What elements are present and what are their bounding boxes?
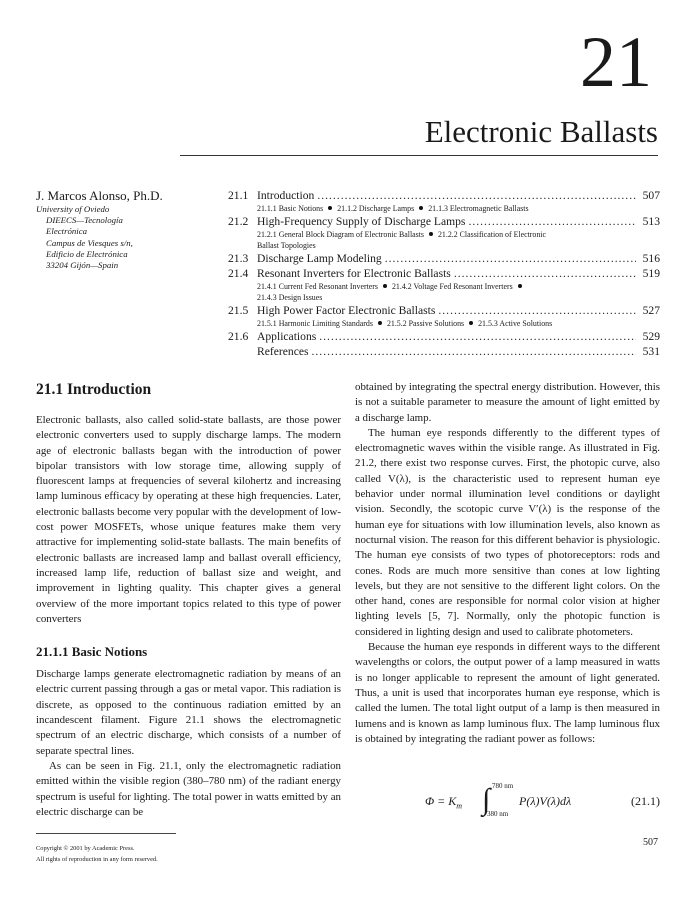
toc-subentries <box>228 203 660 214</box>
toc-subentry[interactable]: 21.4.2 Voltage Fed Resonant Inverters <box>391 282 513 291</box>
toc-leader-dots <box>316 329 636 344</box>
toc-leader-dots <box>465 214 636 229</box>
toc-subentries <box>228 229 660 240</box>
toc-entry-page: 516 <box>642 252 660 265</box>
equation-number: (21.1) <box>631 794 660 808</box>
toc-entry-page: 531 <box>642 345 660 358</box>
intro-paragraph: Electronic ballasts, also called solid-state ballasts, are those power electronic converters used to supply discharge lamps. The modern age of electronic ballasts began with the introduction of power bipolar transistors with low storage time, allowing supply of fluorescent lamps at frequencies of several kilohertz and increasing lamp luminous efficacy by operating at these high frequencies. Later, electronic ballasts become very popular with the development of low-cost power MOSFETs, whose unique features make them very attractive for implementing solid-state ballasts. The main benefits of electronic ballasts are increased lamp and ballast overall efficiency, increased lamp life, reduction of ballast size and weight, and improvement in lighting quality. This chapter gives a general overview of the more important topics related to this type of power converters <box>36 414 341 625</box>
toc-subentry[interactable]: 21.4.1 Current Fed Resonant Inverters <box>257 282 378 291</box>
toc-entry-number: 21.6 <box>228 330 249 343</box>
toc-entry-page: 513 <box>642 215 660 228</box>
toc-entry-number: 21.1 <box>228 189 249 202</box>
integral-lower-limit: 380 nm <box>487 810 509 818</box>
paragraph: The human eye responds differently to the different types of electromagnetic waves within the visible range. As illustrated in Fig. 21.2, there exist two response curves. First, the photopic curve, also called V(λ), is the characteristic used to represent human eye behavior under normal illumination level conditions or daylight vision. Secondly, the scotopic curve V′(λ) is the response of the human eye for situations with low illumination levels, also known as nocturnal vision. The reason for this different behavior is physiologic. The human eye consists of two types of photoreceptors: rods and cones. Rods are much more sensitive than cones at low lighting levels, but they are not sensitive to the different light colors. On the other hand, cones are responsible for normal color vision at higher lighting levels [5, 7]. Normally, only the photopic function is considered in lighting design and used to calibrate photometers. <box>355 426 660 638</box>
toc-leader-dots <box>314 188 636 203</box>
author-name: J. Marcos Alonso, Ph.D. <box>36 188 163 203</box>
title-rule <box>180 155 658 156</box>
toc-entry-number: 21.2 <box>228 215 249 228</box>
toc-entry-number: 21.5 <box>228 304 249 317</box>
toc-entry-page: 527 <box>642 304 660 317</box>
toc-leader-dots <box>309 344 637 359</box>
toc-leader-dots <box>382 251 636 266</box>
left-column <box>36 380 341 820</box>
toc-entry-page: 519 <box>642 267 660 280</box>
toc-entry[interactable] <box>228 266 660 281</box>
subsection-heading: 21.1.1 Basic Notions <box>36 644 148 660</box>
integral-upper-limit: 780 nm <box>492 782 514 790</box>
equation-21-1 <box>420 784 660 820</box>
toc-entry[interactable] <box>228 303 660 318</box>
page-number: 507 <box>643 837 658 848</box>
toc-subentry[interactable]: 21.1.3 Electromagnetic Ballasts <box>428 204 529 213</box>
toc-entry[interactable] <box>228 188 660 203</box>
toc-entry-title: Introduction <box>257 189 315 202</box>
affiliation-line: Electrónica <box>46 226 88 237</box>
affiliation-line: Campus de Viesques s/n, <box>46 237 133 248</box>
toc-subentry[interactable]: 21.1.2 Discharge Lamps <box>337 204 415 213</box>
toc-entry[interactable] <box>228 329 660 344</box>
toc-entry-title: Discharge Lamp Modeling <box>257 252 382 265</box>
toc-entry-page: 507 <box>642 189 660 202</box>
paragraph: Discharge lamps generate electromagnetic radiation by means of an electric current passing through a gas or metal vapor. This radiation is discrete, as opposed to the continuous radiation emitted by an incandescent filament. Figure 21.1 shows the electromagnetic spectrum of an electric discharge, which consists of a number of separate spectral lines. <box>36 668 341 757</box>
affiliation-line: 33204 Gijón—Spain <box>46 260 119 271</box>
chapter-number: 21 <box>580 22 652 102</box>
paragraph: obtained by integrating the spectral energy distribution. However, this is not a suitable parameter to measure the amount of light emitted by a discharge lamp. <box>355 381 660 424</box>
toc-subentry[interactable]: Ballast Topologies <box>257 241 316 250</box>
toc-subentry[interactable]: 21.2.2 Classification of Electronic <box>437 230 546 239</box>
copyright-notice: Copyright © 2001 by Academic Press. All rights of reproduction in any form reserved. <box>36 845 158 863</box>
toc-subentries <box>228 292 660 303</box>
toc-entry-title: Resonant Inverters for Electronic Ballasts <box>257 267 451 280</box>
toc-entry-title: High-Frequency Supply of Discharge Lamps <box>257 215 466 228</box>
affiliation-line: University of Oviedo <box>36 204 110 214</box>
table-of-contents <box>228 188 660 359</box>
section-heading: 21.1 Introduction <box>36 381 152 398</box>
toc-subentry[interactable]: 21.4.3 Design Issues <box>257 293 323 302</box>
affiliation-line: DIEECS—Tecnología <box>46 215 123 226</box>
toc-subentry[interactable]: 21.1.1 Basic Notions <box>257 204 324 213</box>
toc-leader-dots <box>451 266 636 281</box>
toc-subentry[interactable]: 21.5.1 Harmonic Limiting Standards <box>257 319 373 328</box>
bullet-icon <box>383 284 387 288</box>
right-column <box>355 380 660 747</box>
toc-subentry[interactable]: 21.5.2 Passive Solutions <box>386 319 465 328</box>
bullet-icon <box>419 206 423 210</box>
author-block <box>36 188 216 271</box>
bullet-icon <box>378 321 382 325</box>
equation-lhs: $\Phi = K_m$ <box>425 794 463 811</box>
toc-entry-title: References <box>257 345 309 358</box>
toc-entry-number: 21.4 <box>228 267 249 280</box>
toc-entry-number: 21.3 <box>228 252 249 265</box>
toc-subentry[interactable]: 21.5.3 Active Solutions <box>478 319 553 328</box>
affiliation-line: Edificio de Electrónica <box>46 248 128 259</box>
bullet-icon <box>469 321 473 325</box>
toc-leader-dots <box>435 303 636 318</box>
toc-subentries <box>228 281 660 292</box>
bullet-icon <box>429 232 433 236</box>
toc-entry-title: Applications <box>257 330 317 343</box>
toc-entry-page: 529 <box>642 330 660 343</box>
bullet-icon <box>328 206 332 210</box>
paragraph: Because the human eye responds in different ways to the different wavelengths or colors, the output power of a lamp measured in watts is no longer applicable to represent the amount of light generated. Thus, a unit is used that incorporates human eye response, which is called the lumen. The total light output of a lamp is then measured in lumens and is known as lamp luminous flux. The lamp luminous flux is obtained by integrating the radiant power as follows: <box>355 641 660 745</box>
toc-subentries <box>228 318 660 329</box>
toc-entry[interactable] <box>228 214 660 229</box>
chapter-title: Electronic Ballasts <box>424 114 658 149</box>
integral-sign: ∫ <box>482 783 491 816</box>
paragraph: As can be seen in Fig. 21.1, only the electromagnetic radiation emitted within the visible region (380–780 nm) of the radiant energy spectrum is useful for lighting. The total power in watts emitted by an electric discharge can be <box>36 759 341 818</box>
toc-entry[interactable] <box>228 344 660 359</box>
toc-subentries <box>228 240 660 251</box>
toc-subentry[interactable]: 21.2.1 General Block Diagram of Electronic Ballasts <box>257 230 424 239</box>
toc-entry[interactable] <box>228 251 660 266</box>
integrand: P(λ)V(λ)dλ <box>519 794 572 808</box>
footnote-rule <box>36 833 176 834</box>
bullet-icon <box>518 284 522 288</box>
toc-entry-title: High Power Factor Electronic Ballasts <box>257 304 436 317</box>
